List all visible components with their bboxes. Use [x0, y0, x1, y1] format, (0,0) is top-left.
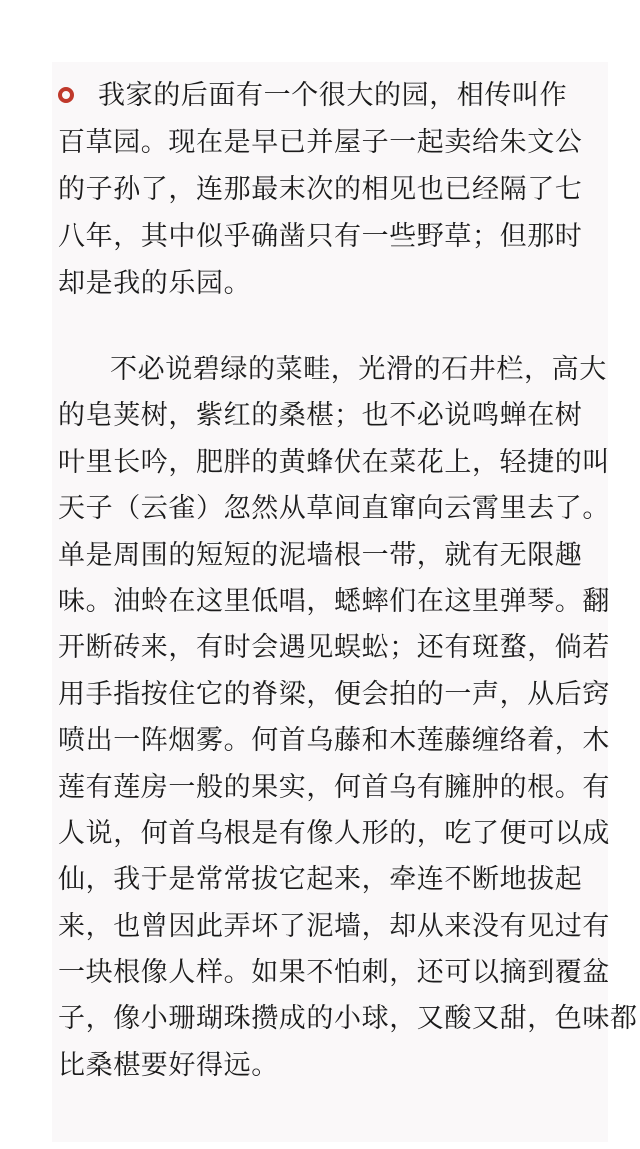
text-line-content: 我家的后面有一个很大的园，相传叫作: [98, 80, 568, 111]
paragraph-2: [52, 347, 638, 1089]
text-line: 天子（云雀）忽然从草间直窜向云霄里去了。: [58, 493, 610, 525]
text-line: 莲有莲房一般的果实，何首乌有臃肿的根。有: [58, 771, 610, 803]
text-line: 百草园。现在是早已并屋子一起卖给朱文公: [58, 127, 583, 158]
text-line: 子，像小珊瑚珠攒成的小球，又酸又甜，色味都: [58, 1003, 638, 1035]
text-line: 人说，何首乌根是有像人形的，吃了便可以成: [58, 817, 610, 849]
text-line: 味。油蛉在这里低唱，蟋蟀们在这里弹琴。翻: [58, 585, 610, 617]
text-line: 喷出一阵烟雾。何首乌藤和木莲藤缠络着，木: [58, 725, 610, 757]
text-line: 一块根像人样。如果不怕刺，还可以摘到覆盆: [58, 957, 610, 989]
text-line: 比桑椹要好得远。: [58, 1049, 279, 1081]
text-line: 用手指按住它的脊梁，便会拍的一声，从后窍: [58, 678, 610, 710]
text-line: 的皂荚树，紫红的桑椹；也不必说鸣蝉在树: [58, 400, 583, 432]
text-line: 叶里长吟，肥胖的黄蜂伏在菜花上，轻捷的叫: [58, 446, 610, 478]
text-line: 不必说碧绿的菜畦，光滑的石井栏，高大: [110, 354, 607, 385]
text-line: 仙，我于是常常拔它起来，牵连不断地拔起: [58, 864, 583, 896]
text-line: 的子孙了，连那最末次的相见也已经隔了七: [58, 174, 583, 205]
text-line: [52, 72, 608, 119]
text-line: 却是我的乐园。: [58, 268, 252, 299]
red-circle-seal-icon: [58, 87, 74, 103]
text-line: 开断砖来，有时会遇见蜈蚣；还有斑蝥，倘若: [58, 632, 610, 664]
document-page: [52, 62, 638, 1142]
text-line: 来，也曾因此弄坏了泥墙，却从来没有见过有: [58, 910, 610, 942]
text-line: 单是周围的短短的泥墙根一带，就有无限趣: [58, 539, 583, 571]
text-line: 八年，其中似乎确凿只有一些野草；但那时: [58, 221, 583, 252]
paragraph-1: [52, 72, 608, 307]
